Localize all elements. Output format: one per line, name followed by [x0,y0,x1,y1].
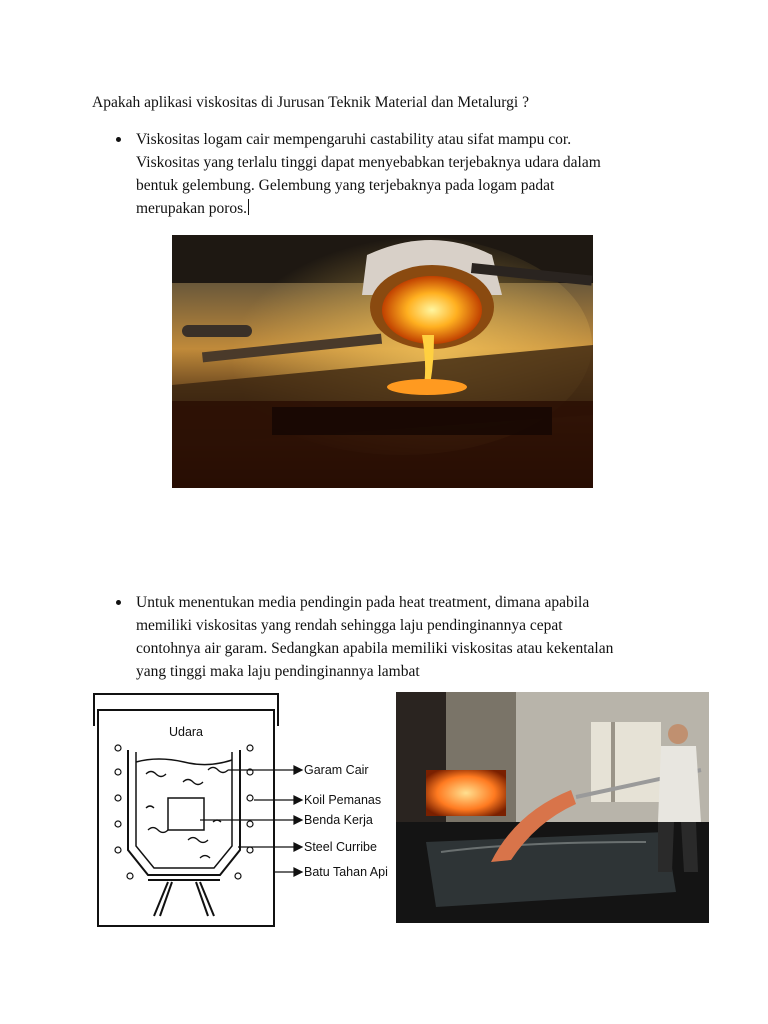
label-batu-tahan-api: Batu Tahan Api [304,865,388,879]
bullet2-line-2: memiliki viskositas yang rendah sehingga laju pendinginannya cepat [136,617,563,634]
label-benda-kerja: Benda Kerja [304,813,373,827]
bullet-dot [116,600,121,605]
bullet1-line-4-text: merupakan poros. [136,200,248,217]
bullet-item-heat-treatment [116,591,696,683]
salt-bath-quenching-photo [396,692,709,923]
bullet1-line-4 [136,197,696,220]
bullet2-line-3: contohnya air garam. Sedangkan apabila memiliki viskositas atau kekentalan [136,640,614,657]
bullet2-line-1: Untuk menentukan media pendingin pada heat treatment, dimana apabila [136,594,590,611]
bullet1-line-1: Viskositas logam cair mempengaruhi castability atau sifat mampu cor. [136,131,572,148]
label-koil-pemanas: Koil Pemanas [304,793,382,807]
bullet2-line-4: yang tinggi maka laju pendinginannya lambat [136,663,420,680]
salt-bath-diagram [88,690,388,930]
text-cursor [248,199,249,215]
label-steel-curribe: Steel Curribe [304,840,377,854]
bullet1-line-2: Viskositas yang terlalu tinggi dapat menyebabkan terjebaknya udara dalam [136,154,601,171]
bullet-dot [116,137,121,142]
bullet1-line-3: bentuk gelembung. Gelembung yang terjebaknya pada logam padat [136,177,555,194]
page-heading: Apakah aplikasi viskositas di Jurusan Teknik Material dan Metalurgi ? [92,94,529,111]
udara-label: Udara [168,725,204,739]
bullet-item-castability [116,128,696,220]
molten-metal-pouring-photo [172,235,593,488]
label-garam-cair: Garam Cair [304,763,369,777]
workpiece-box [168,798,204,830]
